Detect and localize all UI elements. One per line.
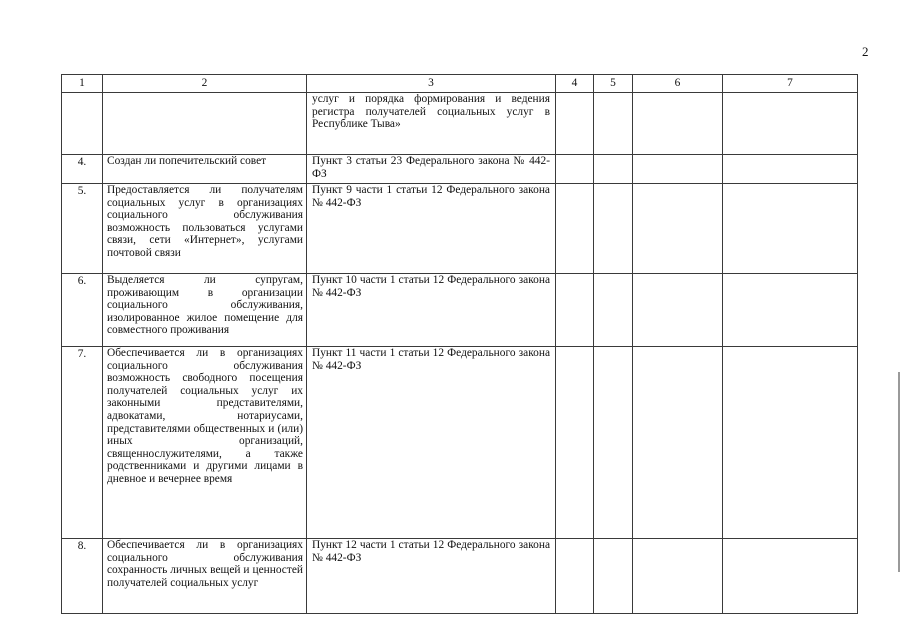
- question-cell: Выделяется ли супругам, проживающим в организации социального обслуживания, изолированное жилое помещение для совместного проживания: [103, 274, 307, 347]
- question-cell: Обеспечивается ли в организациях социального обслуживания сохранность личных вещей и ценностей получателей социальных услуг: [103, 539, 307, 614]
- column-header: 1: [62, 75, 103, 93]
- legal-basis-cell: Пункт 3 статьи 23 Федерального закона № 442-ФЗ: [307, 155, 556, 184]
- row-number: 6.: [62, 274, 103, 347]
- scan-edge-line: [898, 372, 900, 572]
- empty-cell: [556, 184, 594, 274]
- checklist-table: [61, 74, 858, 614]
- row-number: 7.: [62, 347, 103, 539]
- column-header: 2: [103, 75, 307, 93]
- empty-cell: [594, 539, 633, 614]
- table-header-row: [62, 75, 858, 93]
- table-row: [62, 184, 858, 274]
- page-number: 2: [862, 44, 869, 59]
- table-row: [62, 274, 858, 347]
- column-header: 7: [723, 75, 858, 93]
- empty-cell: [633, 274, 723, 347]
- question-cell: Создан ли попечительский совет: [103, 155, 307, 184]
- question-cell: Предоставляется ли получателям социальных услуг в организациях социального обслуживания возможность пользоваться услугами связи, сети «Интернет», услугами почтовой связи: [103, 184, 307, 274]
- question-cell: Обеспечивается ли в организациях социального обслуживания возможность свободного посещения получателей социальных услуг их законными представителями, адвокатами, нотариусами, представителями общественных и (или) иных организаций, священнослужителями, а также родственниками и другими лицами в дневное и вечернее время: [103, 347, 307, 539]
- row-number: 8.: [62, 539, 103, 614]
- row-number: 4.: [62, 155, 103, 184]
- empty-cell: [594, 184, 633, 274]
- question-cell: [103, 93, 307, 155]
- empty-cell: [633, 93, 723, 155]
- empty-cell: [556, 274, 594, 347]
- legal-basis-cell: Пункт 9 части 1 статьи 12 Федерального закона № 442-ФЗ: [307, 184, 556, 274]
- empty-cell: [594, 155, 633, 184]
- empty-cell: [556, 539, 594, 614]
- column-header: 5: [594, 75, 633, 93]
- legal-basis-cell: Пункт 10 части 1 статьи 12 Федерального закона № 442-ФЗ: [307, 274, 556, 347]
- row-number: 5.: [62, 184, 103, 274]
- table-row: [62, 155, 858, 184]
- empty-cell: [723, 184, 858, 274]
- empty-cell: [723, 274, 858, 347]
- empty-cell: [723, 347, 858, 539]
- empty-cell: [633, 155, 723, 184]
- legal-basis-cell: Пункт 11 части 1 статьи 12 Федерального закона № 442-ФЗ: [307, 347, 556, 539]
- empty-cell: [723, 93, 858, 155]
- row-number: [62, 93, 103, 155]
- empty-cell: [723, 539, 858, 614]
- empty-cell: [556, 347, 594, 539]
- table-row: [62, 347, 858, 539]
- column-header: 3: [307, 75, 556, 93]
- empty-cell: [633, 347, 723, 539]
- empty-cell: [723, 155, 858, 184]
- empty-cell: [633, 184, 723, 274]
- empty-cell: [633, 539, 723, 614]
- empty-cell: [594, 274, 633, 347]
- legal-basis-cell: Пункт 12 части 1 статьи 12 Федерального закона № 442-ФЗ: [307, 539, 556, 614]
- table-row: [62, 539, 858, 614]
- empty-cell: [594, 347, 633, 539]
- legal-basis-cell: услуг и порядка формирования и ведения регистра получателей социальных услуг в Республике Тыва»: [307, 93, 556, 155]
- table-row: [62, 93, 858, 155]
- empty-cell: [556, 93, 594, 155]
- empty-cell: [556, 155, 594, 184]
- column-header: 4: [556, 75, 594, 93]
- empty-cell: [594, 93, 633, 155]
- column-header: 6: [633, 75, 723, 93]
